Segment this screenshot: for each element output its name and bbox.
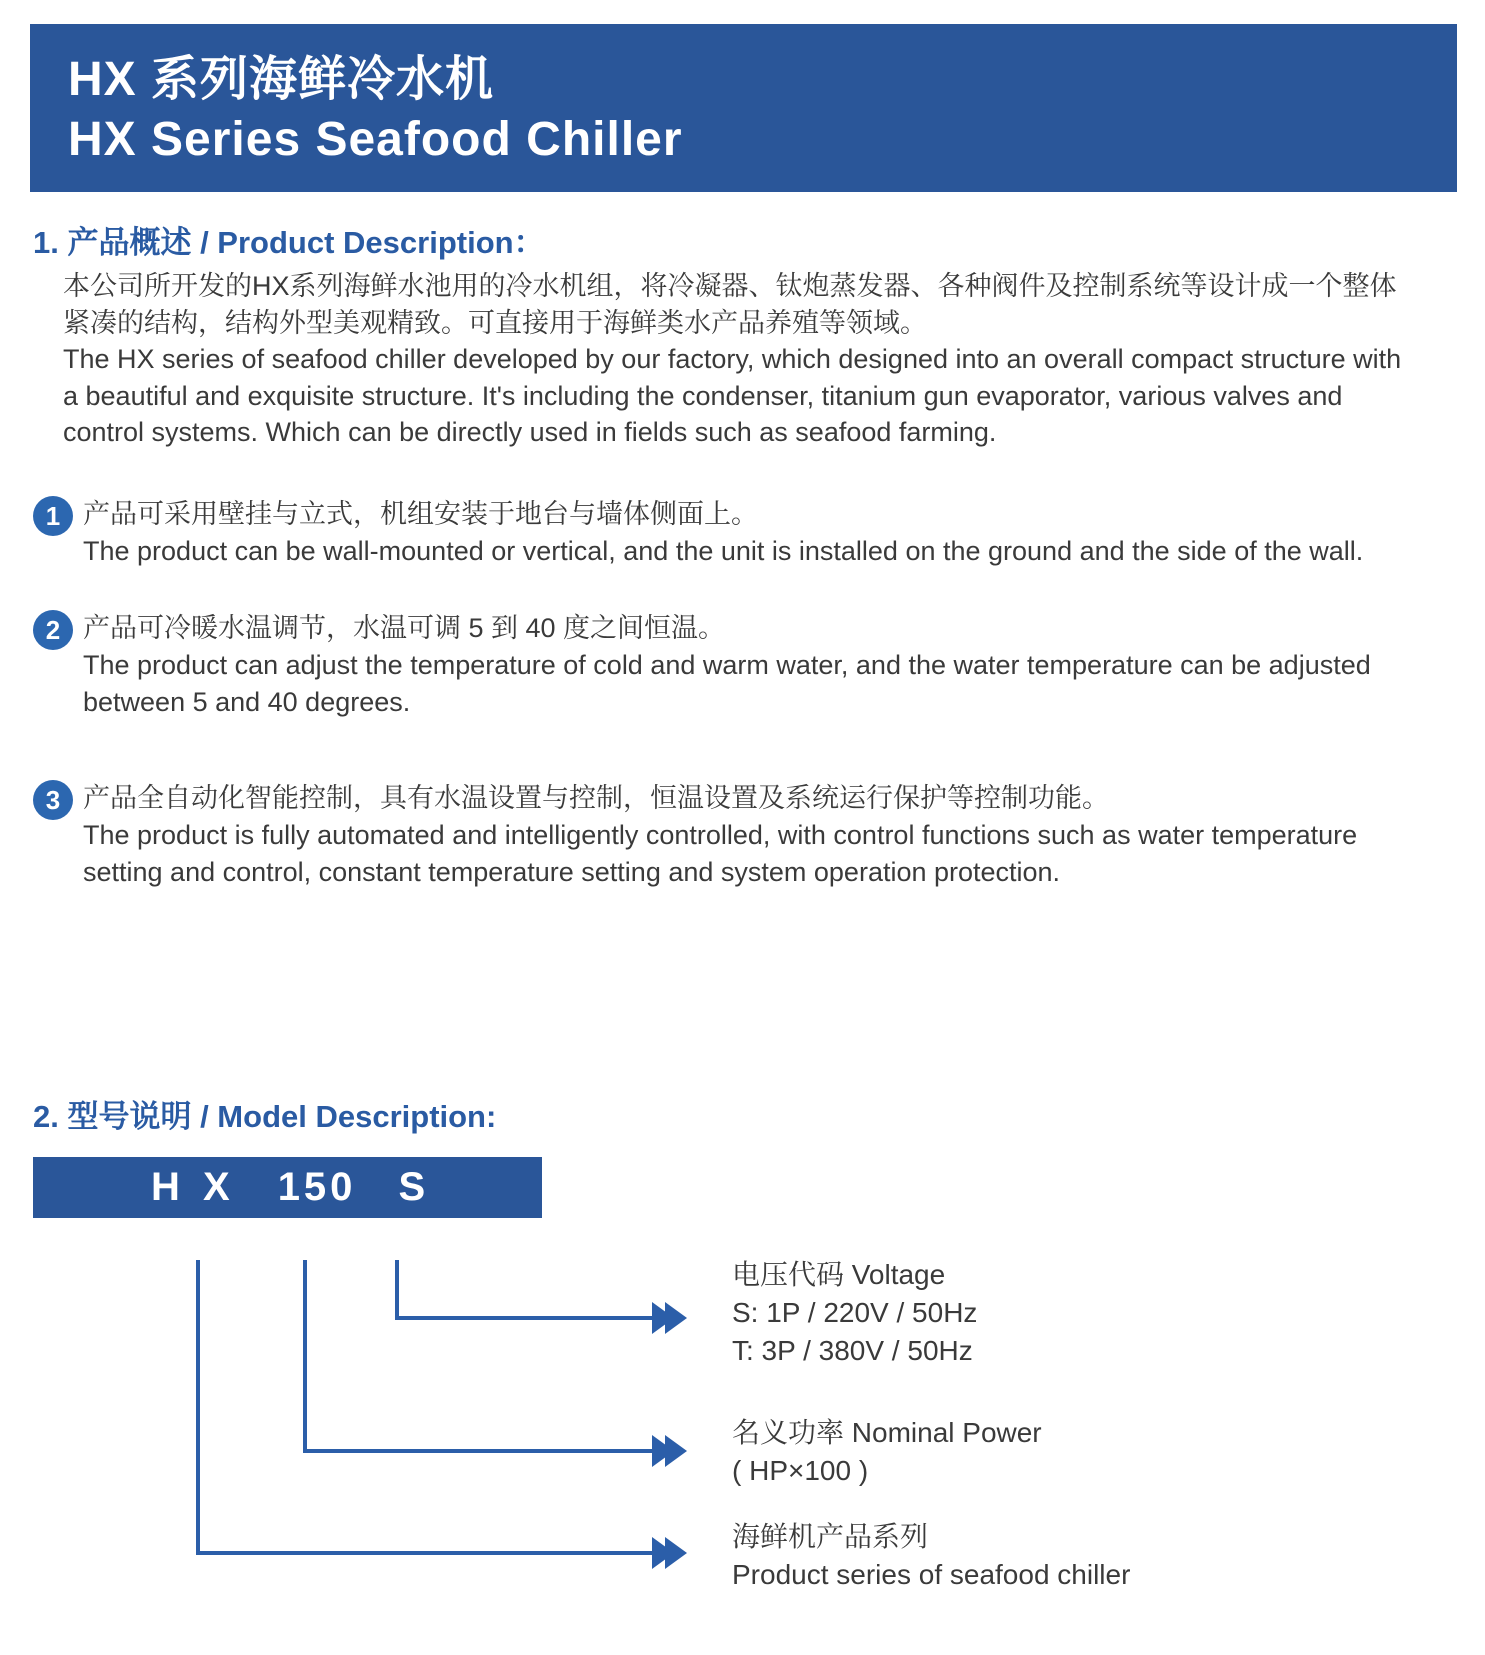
feature-2-text [83, 610, 1431, 721]
feature-2-text-zh: 产品可冷暖水温调节，水温可调 5 到 40 度之间恒温。 [83, 613, 726, 643]
feature-1-text-zh: 产品可采用壁挂与立式，机组安装于地台与墙体侧面上。 [83, 499, 758, 529]
model-part-power: 150 [277, 1165, 357, 1209]
legend-series-title-en: Product series of seafood chiller [732, 1559, 1131, 1590]
connector-line-power-horizontal [303, 1449, 657, 1453]
arrow-right-icon [652, 1435, 688, 1467]
legend-product-series [732, 1518, 1130, 1594]
feature-1-text [83, 496, 1431, 570]
legend-nominal-power [732, 1414, 1042, 1490]
model-part-voltage: S [398, 1165, 428, 1209]
legend-voltage-option-t: T: 3P / 380V / 50Hz [732, 1335, 973, 1366]
connector-line-voltage [395, 1260, 399, 1320]
feature-2-number-badge: 2 [33, 610, 73, 650]
section1-heading: 1. 产品概述 / Product Description： [33, 225, 545, 260]
connector-line-series [196, 1260, 200, 1553]
page-banner [30, 24, 1457, 192]
legend-voltage [732, 1256, 977, 1370]
feature-item-2 [33, 610, 1433, 721]
feature-1-number-badge: 1 [33, 496, 73, 536]
feature-2-text-en: The product can adjust the temperature of cold and warm water, and the water temperature can be adjusted between 5 and 40 degrees. [83, 650, 1371, 717]
section1-paragraph-zh: 本公司所开发的HX系列海鲜水池用的冷水机组，将冷凝器、钛炮蒸发器、各种阀件及控制系统等设计成一个整体紧凑的结构，结构外型美观精致。可直接用于海鲜类水产品养殖等领域。 [63, 271, 1397, 338]
arrow-right-icon [652, 1302, 688, 1334]
feature-1-text-en: The product can be wall-mounted or vertical, and the unit is installed on the ground and the side of the wall. [83, 536, 1364, 566]
banner-title-zh: HX 系列海鲜冷水机 [68, 53, 495, 106]
connector-line-series-horizontal [196, 1551, 657, 1555]
arrow-right-icon [652, 1537, 688, 1569]
feature-3-text-en: The product is fully automated and intelligently controlled, with control functions such as water temperature setting and control, constant temperature setting and system operation protection. [83, 820, 1358, 887]
feature-3-number-badge: 3 [33, 780, 73, 820]
section2-heading: 2. 型号说明 / Model Description: [33, 1099, 497, 1134]
section1-paragraph [63, 268, 1415, 451]
legend-power-formula: ( HP×100 ) [732, 1455, 869, 1486]
legend-power-title: 名义功率 Nominal Power [732, 1417, 1042, 1448]
feature-3-text [83, 780, 1431, 891]
legend-voltage-option-s: S: 1P / 220V / 50Hz [732, 1297, 978, 1328]
model-part-series: H X [151, 1165, 236, 1209]
feature-item-3 [33, 780, 1433, 891]
legend-voltage-title: 电压代码 Voltage [732, 1259, 946, 1290]
connector-line-voltage-horizontal [395, 1316, 657, 1320]
section1-paragraph-en: The HX series of seafood chiller developed by our factory, which designed into an overall compact structure with a beautiful and exquisite structure. It's including the condenser, titanium gun evaporator, various valves and control systems. Which can be directly used in fields such as seafood farming. [63, 344, 1402, 447]
model-code-box [33, 1157, 542, 1218]
feature-3-text-zh: 产品全自动化智能控制，具有水温设置与控制，恒温设置及系统运行保护等控制功能。 [83, 783, 1109, 813]
connector-line-power [303, 1260, 307, 1451]
banner-title-en: HX Series Seafood Chiller [68, 113, 683, 166]
legend-series-title-zh: 海鲜机产品系列 [732, 1521, 929, 1552]
feature-item-1 [33, 496, 1433, 570]
